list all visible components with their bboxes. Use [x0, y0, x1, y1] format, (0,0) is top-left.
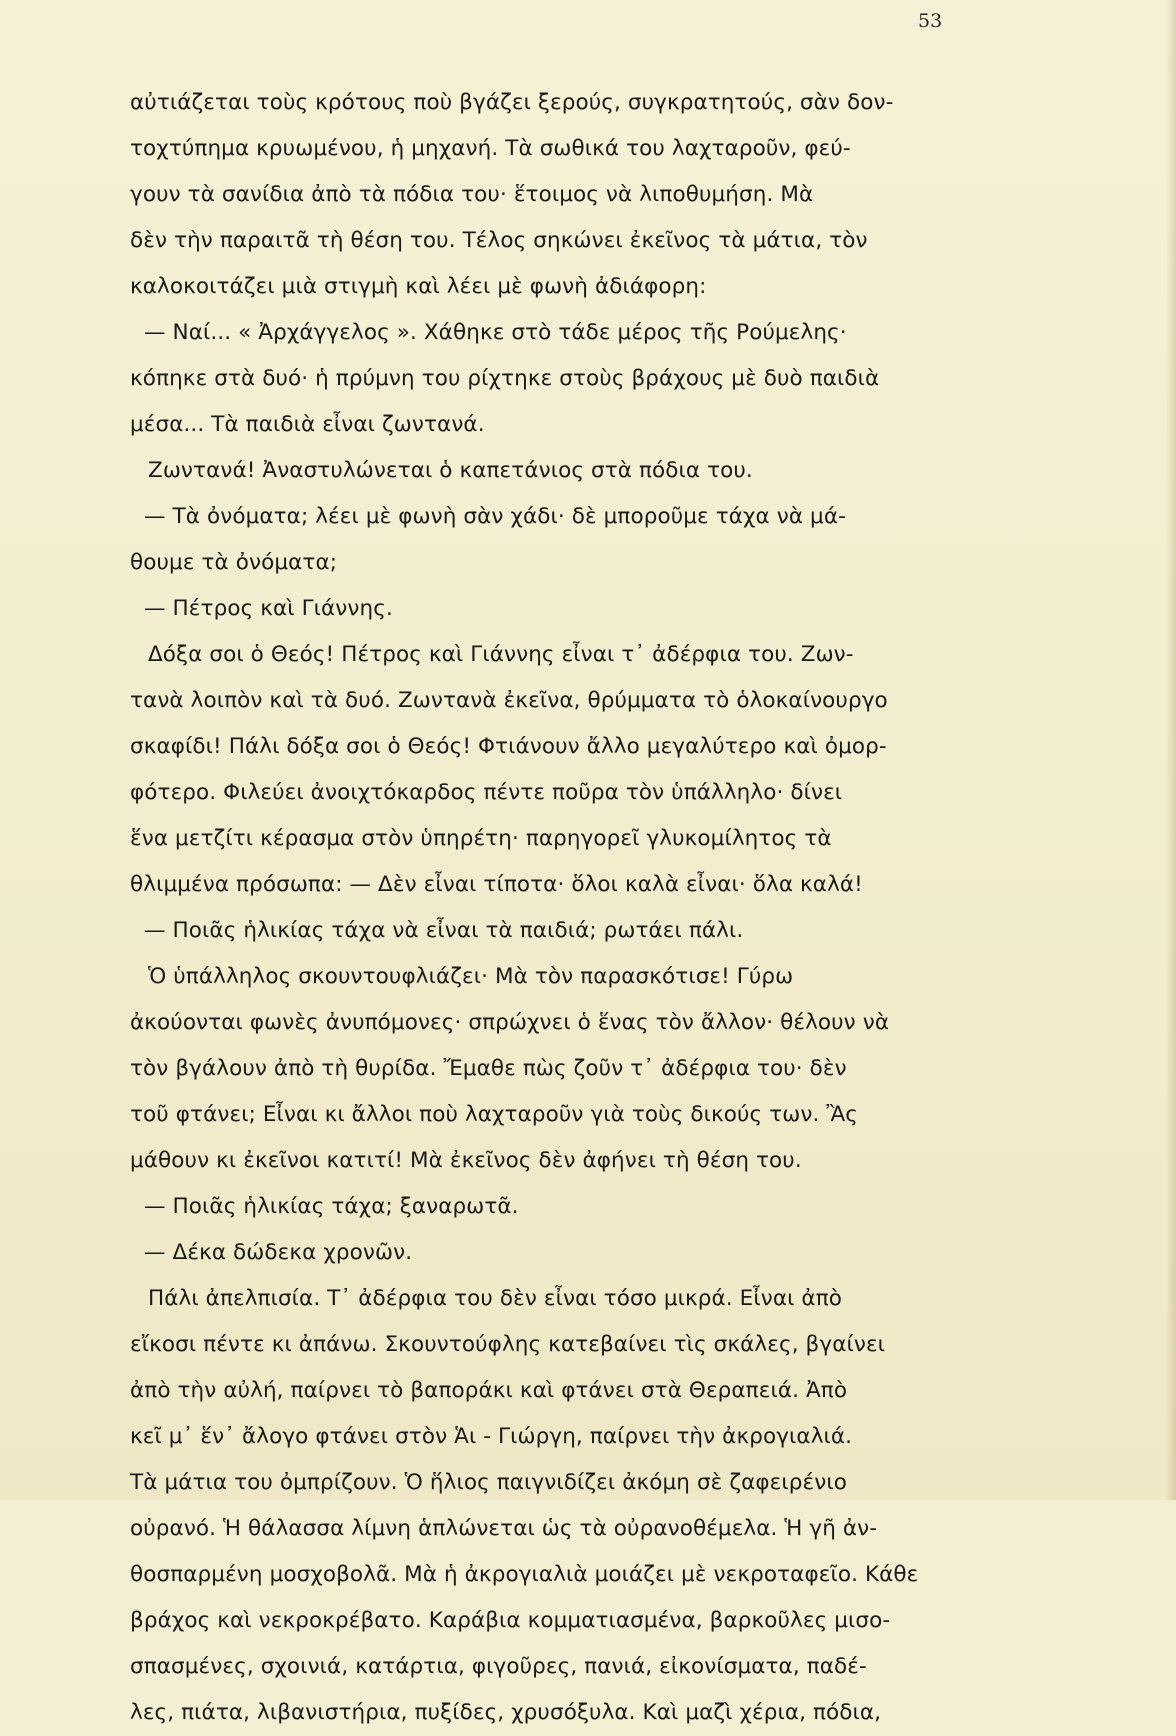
page-number: 53	[918, 10, 943, 32]
text-line: Τὰ μάτια του ὀμπρίζουν. Ὁ ἥλιος παιγνιδίζει ἀκόμη σὲ ζαφειρένιο	[130, 1470, 847, 1495]
text-line: μάθουν κι ἐκεῖνοι κατιτί! Μὰ ἐκεῖνος δὲν ἀφήνει τὴ θέση του.	[130, 1148, 802, 1173]
text-line: σκαφίδι! Πάλι δόξα σοι ὁ Θεός! Φτιάνουν ἄλλο μεγαλύτερο καὶ ὀμορ-	[130, 734, 887, 759]
text-line: Πάλι ἀπελπισία. Τ᾿ ἀδέρφια του δὲν εἶναι τόσο μικρά. Εἶναι ἀπὸ	[148, 1286, 842, 1311]
text-line: ἕνα μετζίτι κέρασμα στὸν ὑπηρέτη· παρηγορεῖ γλυκομίλητος τὰ	[130, 826, 832, 851]
text-line: τανὰ λοιπὸν καὶ τὰ δυό. Ζωντανὰ ἐκεῖνα, θρύμματα τὸ ὁλοκαίνουργο	[130, 688, 888, 713]
text-line: σπασμένες, σχοινιά, κατάρτια, φιγοῦρες, πανιά, εἰκονίσματα, παδέ-	[130, 1654, 867, 1679]
text-line: λες, πιάτα, λιβανιστήρια, πυξίδες, χρυσόξυλα. Καὶ μαζὶ χέρια, πόδια,	[130, 1700, 882, 1725]
text-line: θουμε τὰ ὀνόματα;	[130, 550, 338, 575]
text-line: Ζωντανά! Ἀναστυλώνεται ὁ καπετάνιος στὰ πόδια του.	[148, 458, 753, 483]
text-line: — Ποιᾶς ἡλικίας τάχα νὰ εἶναι τὰ παιδιά; ρωτάει πάλι.	[144, 918, 744, 943]
text-line: γουν τὰ σανίδια ἀπὸ τὰ πόδια του· ἕτοιμος νὰ λιποθυμήση. Μὰ	[130, 182, 814, 207]
text-line: ἀκούονται φωνὲς ἀνυπόμονες· σπρώχνει ὁ ἕνας τὸν ἄλλον· θέλουν νὰ	[130, 1010, 890, 1035]
text-line: κόπηκε στὰ δυό· ἡ πρύμνη του ρίχτηκε στοὺς βράχους μὲ δυὸ παιδιὰ	[130, 366, 880, 391]
text-line: τοχτύπημα κρυωμένου, ἡ μηχανή. Τὰ σωθικά του λαχταροῦν, φεύ-	[130, 136, 851, 161]
text-line: αὐτιάζεται τοὺς κρότους ποὺ βγάζει ξερούς, συγκρατητούς, σὰν δον-	[130, 90, 894, 115]
text-line: ἀπὸ τὴν αὐλή, παίρνει τὸ βαποράκι καὶ φτάνει στὰ Θεραπειά. Ἀπὸ	[130, 1378, 848, 1403]
text-line: βράχος καὶ νεκροκρέβατο. Καράβια κομματιασμένα, βαρκοῦλες μισο-	[130, 1608, 891, 1633]
text-line: θοσπαρμένη μοσχοβολᾶ. Μὰ ἡ ἀκρογιαλιὰ μοιάζει μὲ νεκροταφεῖο. Κάθε	[130, 1562, 919, 1587]
text-line: Δόξα σοι ὁ Θεός! Πέτρος καὶ Γιάννης εἶναι τ᾿ ἀδέρφια του. Ζων-	[148, 642, 854, 667]
text-line: — Πέτρος καὶ Γιάννης.	[144, 596, 393, 621]
text-line: μέσα... Τὰ παιδιὰ εἶναι ζωντανά.	[130, 412, 485, 437]
text-line: — Ναί... « Ἀρχάγγελος ». Χάθηκε στὸ τάδε μέρος τῆς Ρούμελης·	[144, 320, 847, 345]
text-line: τὸν βγάλουν ἀπὸ τὴ θυρίδα. Ἔμαθε πὼς ζοῦν τ᾿ ἀδέρφια του· δὲν	[130, 1056, 847, 1081]
text-line: θλιμμένα πρόσωπα: — Δὲν εἶναι τίποτα· ὅλοι καλὰ εἶναι· ὅλα καλά!	[130, 872, 863, 897]
text-line: — Τὰ ὀνόματα; λέει μὲ φωνὴ σὰν χάδι· δὲ μποροῦμε τάχα νὰ μά-	[144, 504, 846, 529]
text-line: οὐρανό. Ἡ θάλασσα λίμνη ἁπλώνεται ὡς τὰ οὐρανοθέμελα. Ἡ γῆ ἀν-	[130, 1516, 878, 1541]
body-text	[130, 80, 1000, 1736]
text-line: Ὁ ὑπάλληλος σκουντουφλιάζει· Μὰ τὸν παρασκότισε! Γύρω	[148, 964, 794, 989]
text-line: — Δέκα δώδεκα χρονῶν.	[144, 1240, 413, 1265]
text-line: — Ποιᾶς ἡλικίας τάχα; ξαναρωτᾶ.	[144, 1194, 519, 1219]
text-line: εἴκοσι πέντε κι ἀπάνω. Σκουντούφλης κατεβαίνει τὶς σκάλες, βγαίνει	[130, 1332, 886, 1357]
text-line: φότερο. Φιλεύει ἀνοιχτόκαρδος πέντε ποῦρα τὸν ὑπάλληλο· δίνει	[130, 780, 843, 805]
text-line: δὲν τὴν παραιτᾶ τὴ θέση του. Τέλος σηκώνει ἐκεῖνος τὰ μάτια, τὸν	[130, 228, 868, 253]
text-line: κεῖ μ᾿ ἕν᾿ ἄλογο φτάνει στὸν Ἁι - Γιώργη, παίρνει τὴν ἀκρογιαλιά.	[130, 1424, 853, 1449]
page-edge-shadow	[1166, 0, 1176, 1500]
text-line: τοῦ φτάνει; Εἶναι κι ἄλλοι ποὺ λαχταροῦν γιὰ τοὺς δικούς των. Ἂς	[130, 1102, 859, 1127]
text-line: καλοκοιτάζει μιὰ στιγμὴ καὶ λέει μὲ φωνὴ ἀδιάφορη:	[130, 274, 707, 299]
